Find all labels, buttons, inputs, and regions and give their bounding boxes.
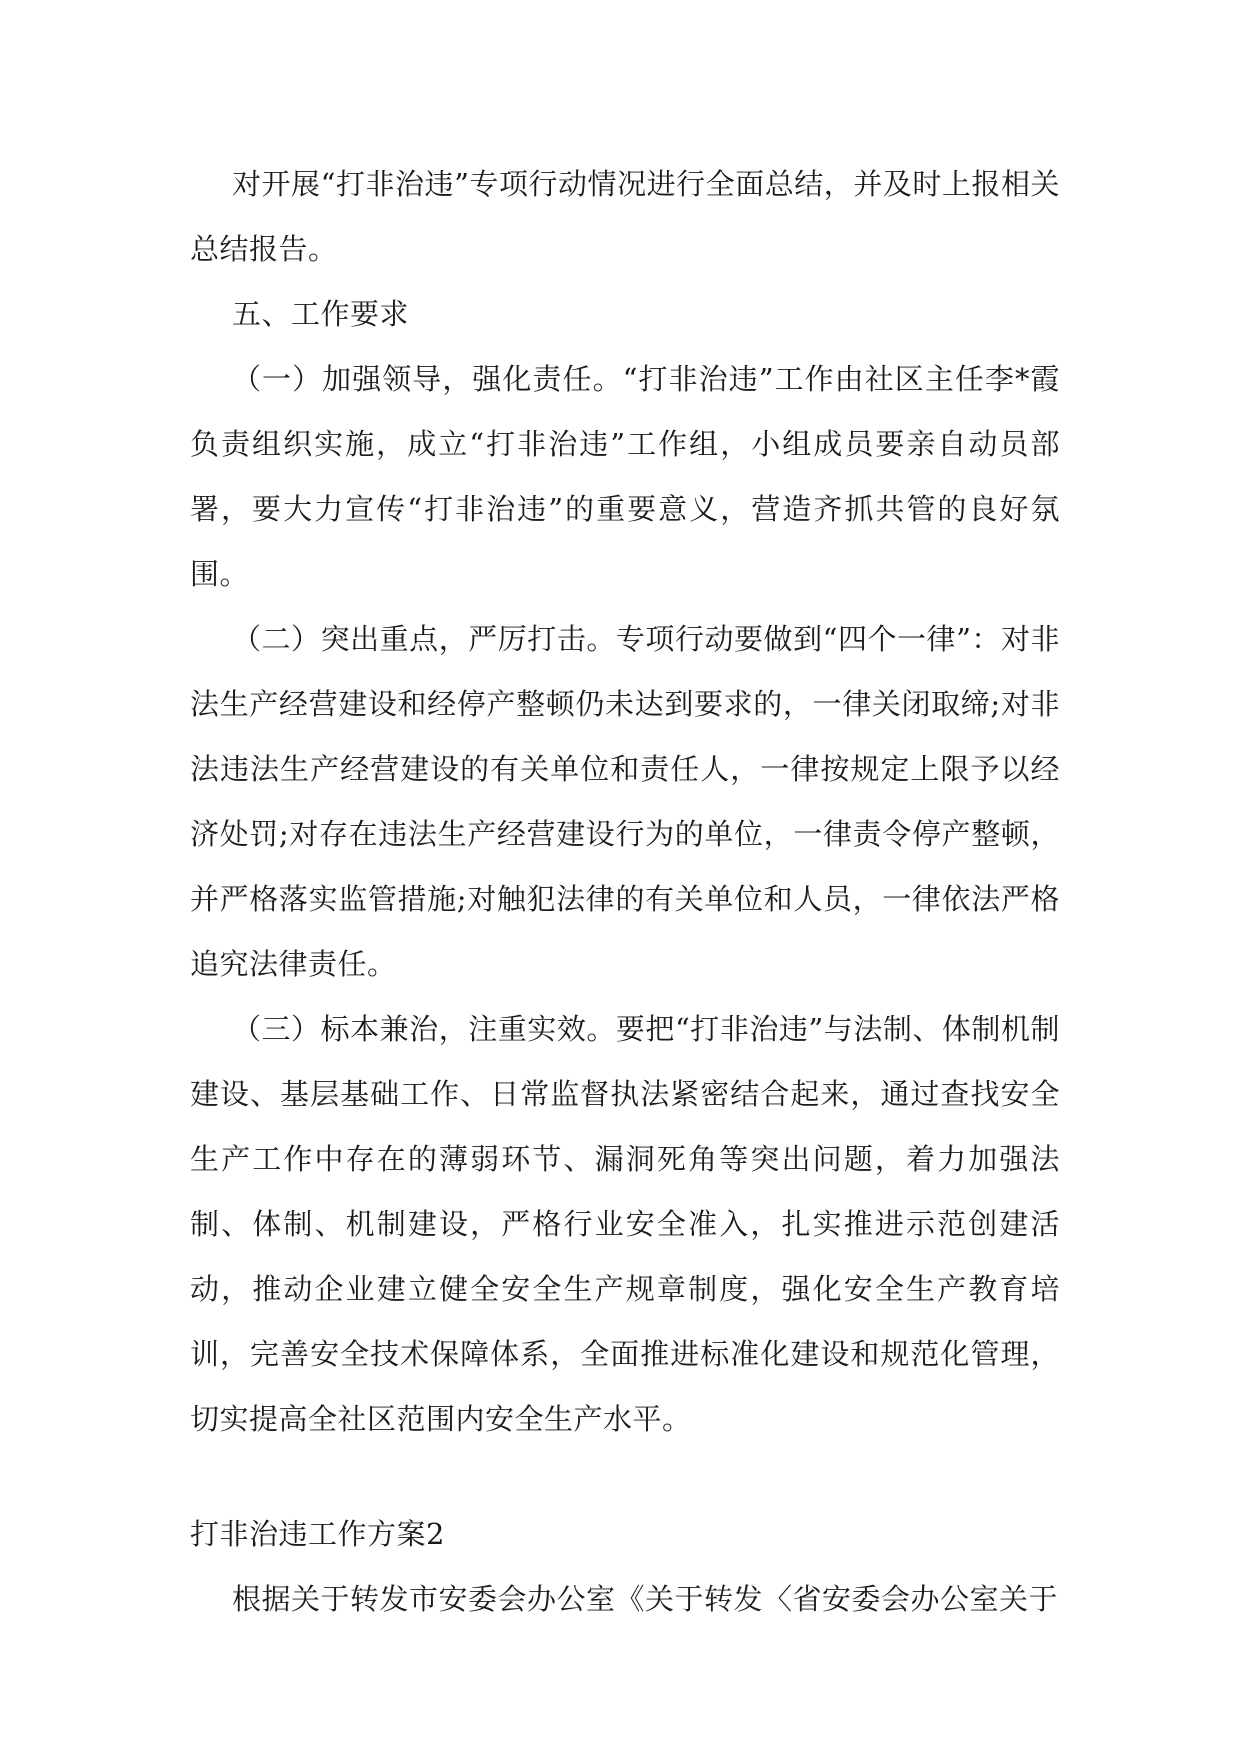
paragraph-plan-2-intro: 根据关于转发市安委会办公室《关于转发〈省安委会办公室关于 [232, 1582, 1059, 1616]
paragraph-summary: 对开展“打非治违”专项行动情况进行全面总结，并及时上报相关总结报告。 [190, 167, 1060, 266]
paragraph-requirement-1: （一）加强领导，强化责任。“打非治违”工作由社区主任李*霞负责组织实施，成立“打非治违”工作组，小组成员要亲自动员部署，要大力宣传“打非治违”的重要意义，营造齐抓共管的良好氛围。 [190, 362, 1060, 591]
paragraph-requirement-3: （三）标本兼治，注重实效。要把“打非治违”与法制、体制机制建设、基层基础工作、日常监督执法紧密结合起来，通过查找安全生产工作中存在的薄弱环节、漏洞死角等突出问题，着力加强法制、体制、机制建设，严格行业安全准入，扎实推进示范创建活动，推动企业建立健全安全生产规章制度，强化安全生产教育培训，完善安全技术保障体系，全面推进标准化建设和规范化管理，切实提高全社区范围内安全生产水平。 [190, 1012, 1060, 1436]
document-body [190, 152, 1060, 1632]
section-heading-work-requirements: 五、工作要求 [232, 297, 410, 331]
paragraph-requirement-2: （二）突出重点，严厉打击。专项行动要做到“四个一律”：对非法生产经营建设和经停产整顿仍未达到要求的，一律关闭取缔;对非法违法生产经营建设的有关单位和责任人，一律按规定上限予以经济处罚;对存在违法生产经营建设行为的单位，一律责令停产整顿，并严格落实监管措施;对触犯法律的有关单位和人员，一律依法严格追究法律责任。 [190, 622, 1060, 981]
section-title-plan-2: 打非治违工作方案2 [190, 1517, 445, 1551]
